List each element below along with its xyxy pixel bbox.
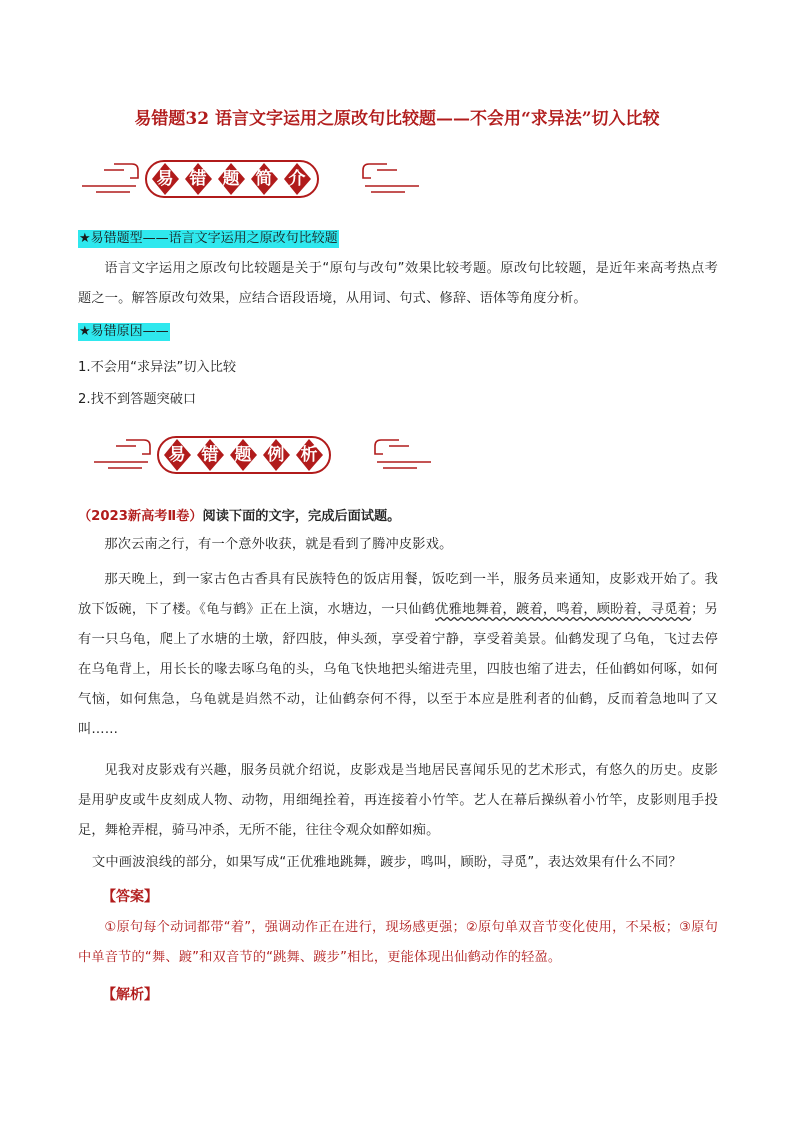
error-reason-label: ★易错原因—— (79, 324, 169, 339)
answer-label: 【答案】 (102, 889, 158, 905)
error-type-label: ★易错题型——语言文字运用之原改句比较题 (79, 231, 338, 246)
banner-char: 错 (189, 169, 207, 189)
banner-char: 例 (267, 445, 285, 465)
passage-paragraph-1: 那次云南之行，有一个意外收获，就是看到了腾冲皮影戏。 (104, 537, 453, 552)
wavy-underlined-phrase: 优雅地舞着，踱着，鸣着，顾盼着，寻觅着 (435, 602, 692, 617)
exam-instruction: 阅读下面的文字，完成后面试题。 (202, 509, 401, 524)
answer-text: ①原句每个动词都带“着”，强调动作正在进行，现场感更强；②原句单双音节变化使用，不呆板；③原句中单音节的“舞、踱”和双音节的“跳舞、踱步”相比，更能体现出仙鹤动作的轻盈。 (78, 920, 718, 965)
banner-char: 题 (222, 169, 240, 189)
section-banner-example (90, 428, 435, 482)
reason-item: 2.找不到答题突破口 (78, 392, 197, 407)
example-header (78, 505, 400, 524)
error-type-description: 语言文字运用之原改句比较题是关于“原句与改句”效果比较考题。原改句比较题，是近年来高考热点考题之一。解答原改句效果，应结合语段语境，从用词、句式、修辞、语体等角度分析。 (78, 261, 718, 306)
passage-paragraph-2 (78, 565, 718, 745)
banner-char: 介 (288, 169, 306, 189)
passage-paragraph-3: 见我对皮影戏有兴趣，服务员就介绍说，皮影戏是当地居民喜闻乐见的艺术形式，有悠久的历史。皮影是用驴皮或牛皮刻成人物、动物，用细绳拴着，再连接着小竹竿。艺人在幕后操纵着小竹竿，皮影则甩手投足，舞枪弄棍，骑马冲杀，无所不能，往往令观众如醉如痴。 (78, 763, 718, 838)
page-title: 易错题32 语言文字运用之原改句比较题——不会用“求异法”切入比较 (134, 109, 660, 129)
banner-char: 析 (300, 445, 318, 465)
banner-char: 题 (234, 445, 252, 465)
reason-item: 1.不会用“求异法”切入比较 (78, 360, 237, 375)
question-text: 文中画波浪线的部分，如果写成“正优雅地跳舞，踱步，鸣叫，顾盼，寻觅”，表达效果有什么不同？ (92, 855, 682, 870)
passage-text: ；另有一只乌龟，爬上了水塘的土墩，舒四肢，伸头颈，享受着宁静，享受着美景。仙鹤发现了乌龟，飞过去停在乌龟背上，用长长的喙去啄乌龟的头，乌龟飞快地把头缩进壳里，四肢也缩了进去，任仙鹤如何啄，如何气恼，如何焦急，乌龟就是岿然不动，让仙鹤奈何不得，以至于本应是胜利者的仙鹤，反而着急地叫了又叫…… (78, 602, 718, 737)
banner-char: 错 (201, 445, 219, 465)
exam-source: （2023新高考Ⅱ卷） (78, 509, 203, 524)
banner-char: 易 (156, 169, 174, 189)
banner-char: 易 (168, 445, 186, 465)
analysis-label: 【解析】 (102, 987, 158, 1003)
banner-char: 简 (255, 169, 273, 189)
section-banner-intro (78, 152, 423, 206)
passage-text: 那天晚上，到一家古色古香具有民族特色的饭店用餐，饭吃到一半，服务员来通知，皮影戏开始了。我放下饭碗，下了楼。《龟与鹤》正在上演，水塘边，一只仙鹤 (78, 572, 718, 617)
